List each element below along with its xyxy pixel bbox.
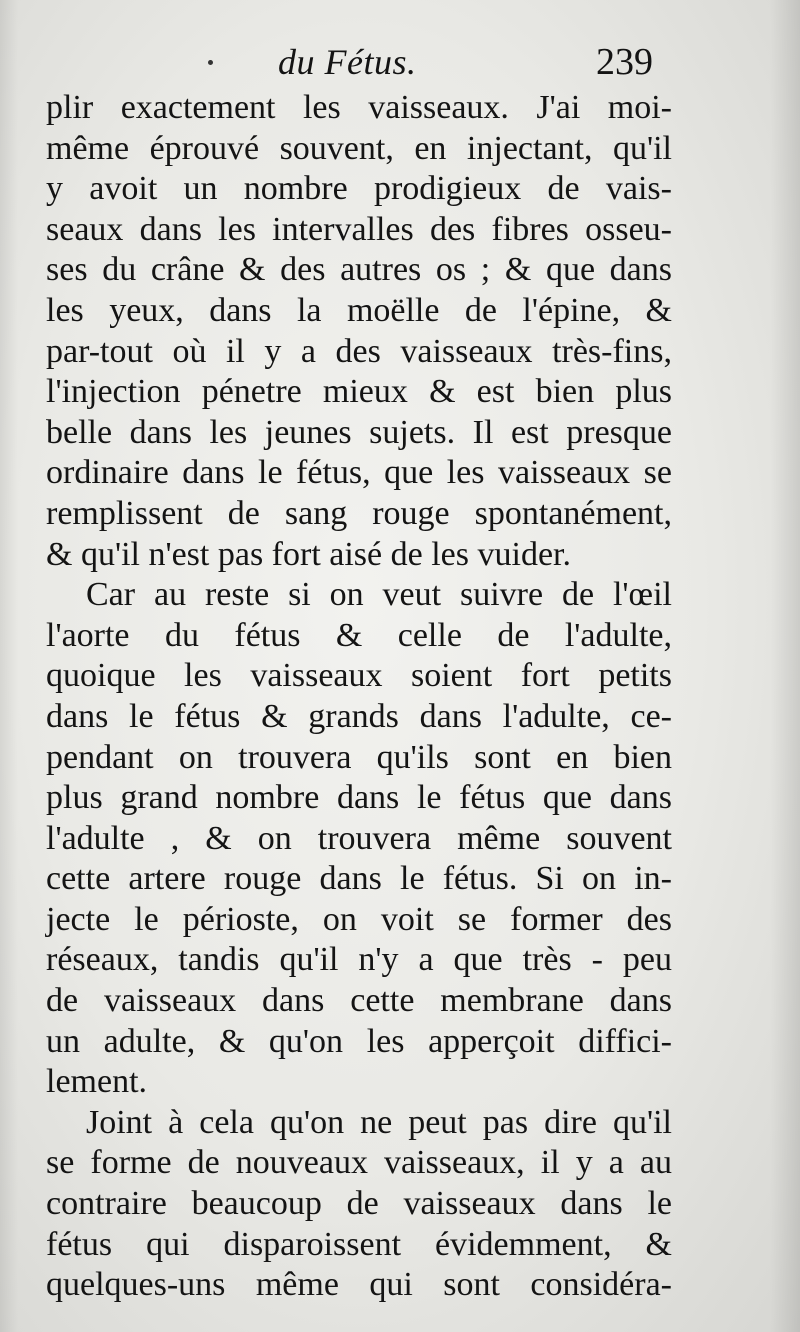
text-line: plus grand nombre dans le fétus que dans bbox=[46, 779, 672, 817]
body-text bbox=[46, 88, 672, 1306]
page-number: 239 bbox=[596, 41, 653, 83]
text-line: ordinaire dans le fétus, que les vaisseaux se bbox=[46, 454, 672, 492]
text-line: un adulte, & qu'on les apperçoit diffici- bbox=[46, 1022, 672, 1060]
paragraph-end-line: lement. bbox=[46, 1063, 148, 1101]
ornament-dot bbox=[208, 60, 213, 65]
text-line: y avoit un nombre prodigieux de vais- bbox=[46, 170, 672, 208]
text-line: l'adulte , & on trouvera même souvent bbox=[46, 819, 672, 857]
text-line: de vaisseaux dans cette membrane dans bbox=[46, 982, 672, 1020]
text-line: se forme de nouveaux vaisseaux, il y a au bbox=[46, 1144, 672, 1182]
text-line: remplissent de sang rouge spontanément, bbox=[46, 494, 672, 532]
text-line: quoique les vaisseaux soient fort petits bbox=[46, 657, 672, 695]
text-line: cette artere rouge dans le fétus. Si on in- bbox=[46, 860, 672, 898]
page-edge-shadow bbox=[770, 0, 800, 1332]
text-line: plir exactement les vaisseaux. J'ai moi- bbox=[46, 89, 672, 126]
running-head bbox=[0, 38, 800, 88]
text-line: l'aorte du fétus & celle de l'adulte, bbox=[46, 616, 672, 654]
text-line: ses du crâne & des autres os ; & que dans bbox=[46, 251, 672, 289]
paragraph-start-line: Joint à cela qu'on ne peut pas dire qu'il bbox=[86, 1103, 672, 1141]
text-line: l'injection pénetre mieux & est bien plus bbox=[46, 373, 672, 411]
text-line: quelques-uns même qui sont considéra- bbox=[46, 1266, 672, 1304]
text-line: les yeux, dans la moëlle de l'épine, & bbox=[46, 291, 672, 329]
paragraph-start-line: Car au reste si on veut suivre de l'œil bbox=[86, 576, 672, 614]
text-line: dans le fétus & grands dans l'adulte, ce- bbox=[46, 697, 672, 735]
text-line: seaux dans les intervalles des fibres osseu- bbox=[46, 210, 672, 248]
text-line: fétus qui disparoissent évidemment, & bbox=[46, 1225, 672, 1263]
text-line: belle dans les jeunes sujets. Il est presque bbox=[46, 413, 672, 451]
text-line: pendant on trouvera qu'ils sont en bien bbox=[46, 738, 672, 776]
text-line: contraire beaucoup de vaisseaux dans le bbox=[46, 1185, 672, 1223]
gutter-shadow bbox=[0, 0, 18, 1332]
text-line: même éprouvé souvent, en injectant, qu'il bbox=[46, 129, 672, 167]
text-line: réseaux, tandis qu'il n'y a que très - peu bbox=[46, 941, 672, 979]
text-line: jecte le périoste, on voit se former des bbox=[46, 900, 672, 938]
running-title: du Fétus. bbox=[278, 42, 417, 82]
paragraph-end-line: & qu'il n'est pas fort aisé de les vuider. bbox=[46, 535, 571, 573]
text-line: par-tout où il y a des vaisseaux très-fins, bbox=[46, 332, 672, 370]
